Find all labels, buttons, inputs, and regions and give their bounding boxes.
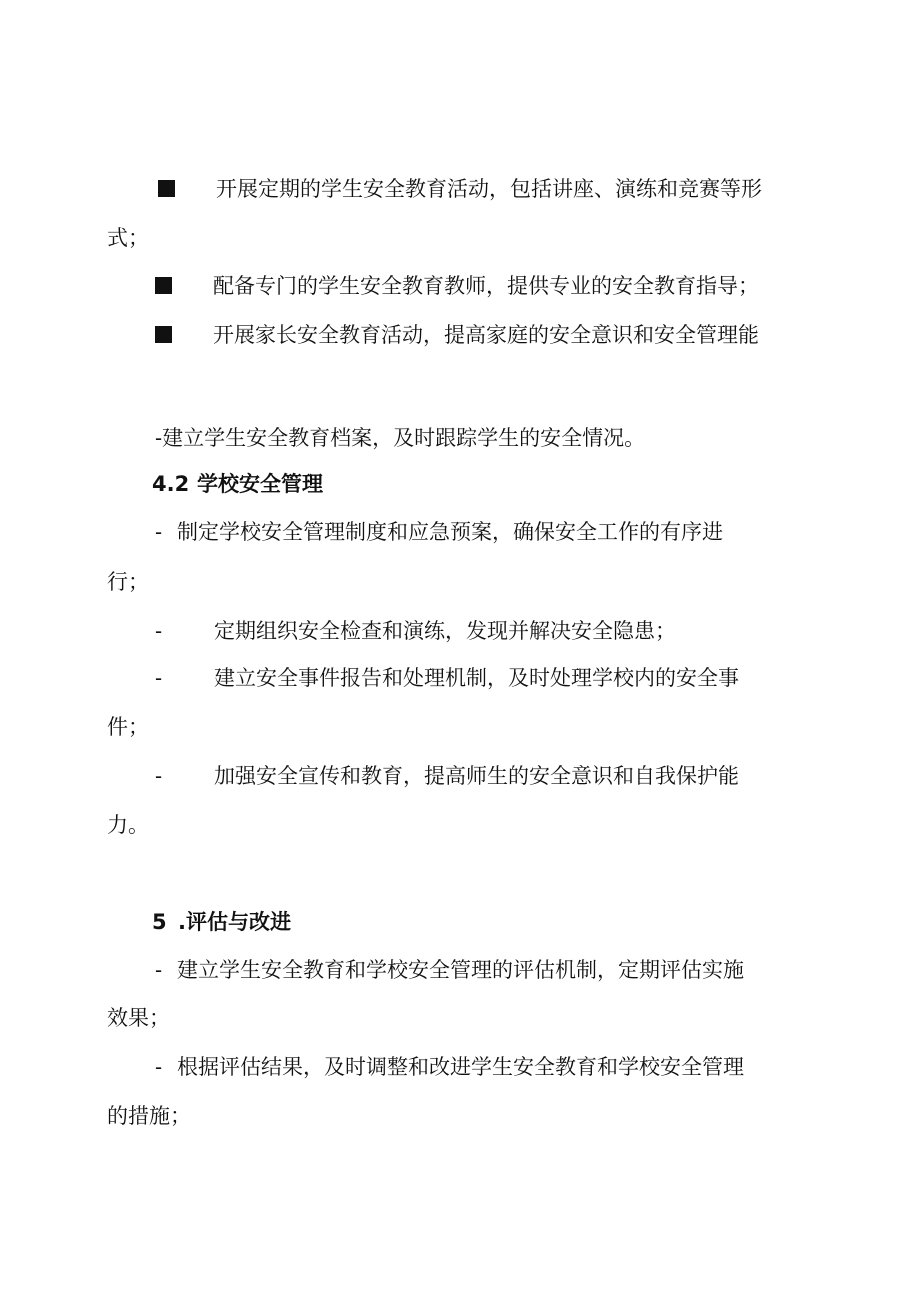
bullet-item-2-line-1: 配备专门的学生安全教育教师，提供专业的安全教育指导；: [213, 274, 759, 298]
section-4-2-number: 4.2: [152, 472, 190, 496]
section-4-2-item-1-line-2: 行；: [107, 570, 149, 594]
section-5-title: .评估与改进: [178, 910, 291, 934]
section-5-number: 5: [152, 910, 167, 934]
bullet-item-3-line-1: 开展家长安全教育活动，提高家庭的安全意识和安全管理能: [213, 323, 759, 347]
section-4-2-title: 学校安全管理: [197, 472, 323, 496]
section-4-2-item-3-line-1: 建立安全事件报告和处理机制，及时处理学校内的安全事: [214, 666, 739, 690]
section-4-2-item-2-dash: -: [155, 619, 163, 643]
section-5-item-2-dash: -: [155, 1055, 163, 1079]
section-4-2-item-3-dash: -: [155, 666, 163, 690]
bullet-item-1-line-2: 式；: [107, 226, 149, 250]
section-4-2-item-1-line-1: 制定学校安全管理制度和应急预案，确保安全工作的有序进: [177, 520, 723, 544]
bullet-item-1-line-1: 开展定期的学生安全教育活动，包括讲座、演练和竞赛等形: [216, 177, 762, 201]
section-5-item-2-line-2: 的措施；: [107, 1104, 191, 1128]
archive-item: -建立学生安全教育档案，及时跟踪学生的安全情况。: [155, 426, 646, 450]
section-4-2-item-3-line-2: 件；: [107, 715, 149, 739]
square-bullet-icon: [155, 326, 172, 343]
section-4-2-item-2-line-1: 定期组织安全检查和演练，发现并解决安全隐患；: [214, 619, 676, 643]
section-5-item-1-line-2: 效果；: [107, 1006, 170, 1030]
section-4-2-item-1-dash: -: [155, 520, 163, 544]
section-4-2-item-4-dash: -: [155, 764, 163, 788]
section-5-item-2-line-1: 根据评估结果，及时调整和改进学生安全教育和学校安全管理: [177, 1055, 744, 1079]
section-5-item-1-line-1: 建立学生安全教育和学校安全管理的评估机制，定期评估实施: [177, 958, 744, 982]
section-5-item-1-dash: -: [155, 958, 163, 982]
square-bullet-icon: [155, 277, 172, 294]
section-4-2-item-4-line-2: 力。: [107, 813, 149, 837]
section-4-2-item-4-line-1: 加强安全宣传和教育，提高师生的安全意识和自我保护能: [214, 764, 739, 788]
square-bullet-icon: [158, 180, 175, 197]
